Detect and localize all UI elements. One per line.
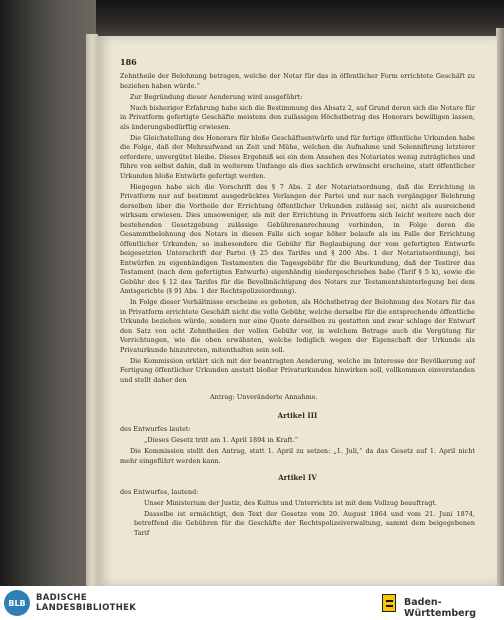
paragraph: Zehntheile der Belohnung betragen, welche der Notar für das in öffentlicher Form errichtete Geschäft zu beziehen haben würde.“ [120, 72, 475, 90]
page-body [120, 72, 475, 538]
article-heading: Artikel IV [278, 473, 317, 482]
paragraph: Nach bisheriger Erfahrung habe sich die Bestimmung des Absatz 2, auf Grund deren sich die Notare für in Privatform gefertigte Geschäfte meistens den zulässigen Höchstbetrag des Honorars bewilligen lassen, als änderungsbedürftig erwiesen. [120, 103, 475, 131]
paragraph: des Entwurfes lautet: [120, 425, 191, 433]
scanned-page [98, 36, 497, 586]
paragraph: Die Gleichstellung des Honorars für bloße Geschäftsentwürfe und für fertige öffentliche Urkunden habe die Folge, daß der Mehraufwand an Zeit und Mühe, welchen die Aufnahme und Solennifirung letzterer erfordere, unvergütet bleibe. Dieses Ergebniß sei ein dem Ansehen des Notariates wenig zuträgliches und führe von selbst dahin, daß in weiterem Umfange als dies sachlich erwünscht erscheine, statt öffentlicher Urkunden bloße Entwürfe gefertigt werden. [120, 133, 475, 180]
antrag-line: Antrag: Unveränderte Annahme. [210, 393, 318, 401]
blb-logo-icon[interactable]: BLB [4, 590, 30, 616]
paragraph: Hiegegen habe sich die Vorschrift des § 7 Abs. 2 der Notariatsordnung, daß die Errichtung in Privatform nur auf bestimmt ausgedrücktes Verlangen der Partei und nur nach vorgängiger Belehrung derselben über die Vortheile der Errichtung öffentlicher Urkunden zulässig sei, nicht als ausreichend wirksam erwiesen. Dies umsoweniger, als mit der Errichtung in Privatform sich leicht weitere nach der bestehenden Gesetzgebung zulässige Gebührenanrechnung verbinden, in Folge deren die Gesammtbelohnung des Notars in diesen Falle sich sogar höher belaufe als im Falle der Errichtung öffentlicher Urkunden; so insbesondere die Gebühr für Beglaubigung der vom gefertigten Entwurfe beigesetzten Unterschrift der Partei (§ 25 des Tarifes und § 200 Abs. 1 der Notariatsordnung), bei Entwürfen zu eigenhändigen Testamenten die Tagesgebühr für die Beurkundung, daß der Testirer das Testament (nach dem gefertigten Entwurfe) eigenhändig niedergeschrieben habe (Tarif § 5 k), sowie die Gebühr des § 12 des Tarifes für die Bevollmächtigung des Notars zur Testamentshinterlegung bei dem Amtsgerichte (§ 91 Abs. 1 der Rechtspolizeiordnung). [120, 182, 475, 295]
article-heading: Artikel III [277, 410, 318, 420]
paragraph: des Entwurfes, lautend: [120, 487, 199, 496]
book-cover-top [96, 0, 504, 38]
state-name[interactable]: Baden-Württemberg [404, 597, 477, 619]
paragraph: Die Kommission erklärt sich mit der beantragten Aenderung, welche im Interesse der Bevölkerung auf Fertigung öffentlicher Urkunden anstatt bloßer Privaturkunden hinwirken soll, vollkommen einverstanden und stellt daher den [120, 356, 475, 384]
bw-crest-icon[interactable] [382, 594, 396, 612]
paragraph: Zur Begründung dieser Aenderung wird ausgeführt: [130, 92, 303, 101]
footer-bar [0, 586, 504, 620]
quoted-text: „Dieses Gesetz tritt am 1. April 1894 in Kraft.“ [144, 436, 299, 444]
quoted-text: Dasselbe ist ermächtigt, den Text der Gesetze vom 20. August 1864 und vom 21. Juni 1874, betreffend die Gebühren für die Geschäfte der Rechtspolizeiverwaltung, sammt dem beigegebenen Tarif [134, 509, 475, 537]
library-name-line2: LANDESBIBLIOTHEK [36, 603, 137, 613]
page-edge [86, 34, 98, 586]
library-name-line1: BADISCHE [36, 593, 87, 603]
paragraph: In Folge dieser Verhältnisse erscheine es geboten, als Höchstbetrag der Belohnung des Notars für das in Privatform errichtete Geschäft nicht die volle Gebühr, welche derselbe für die entsprechende öffentliche Urkunde beziehen würde, sondern nur eine Quote derselben zu gestatten und zwar schlage der Entwurf den Satz von acht Zehntheilen der vollen Gebühr vor, in welchem Betrage auch die Vergütung für Verrichtungen, wie die oben erwähnten, welche lediglich wegen der Eigenschaft der Urkunde als Privaturkunde hinzutreten, mitenthalten sein soll. [120, 298, 475, 354]
paragraph: Die Kommission stellt den Antrag, statt 1. April zu setzen: „1. Juli,“ da das Gesetz auf 1. April nicht mehr eingeführt werden kann. [120, 447, 475, 465]
page-number: 186 [120, 57, 137, 67]
quoted-text: Unser Ministerium der Justiz, des Kultus und Unterrichts ist mit dem Vollzug beauftragt. [144, 498, 438, 507]
book-cover-left [0, 0, 96, 586]
library-name[interactable] [36, 593, 136, 613]
book-cover-right [496, 28, 504, 586]
